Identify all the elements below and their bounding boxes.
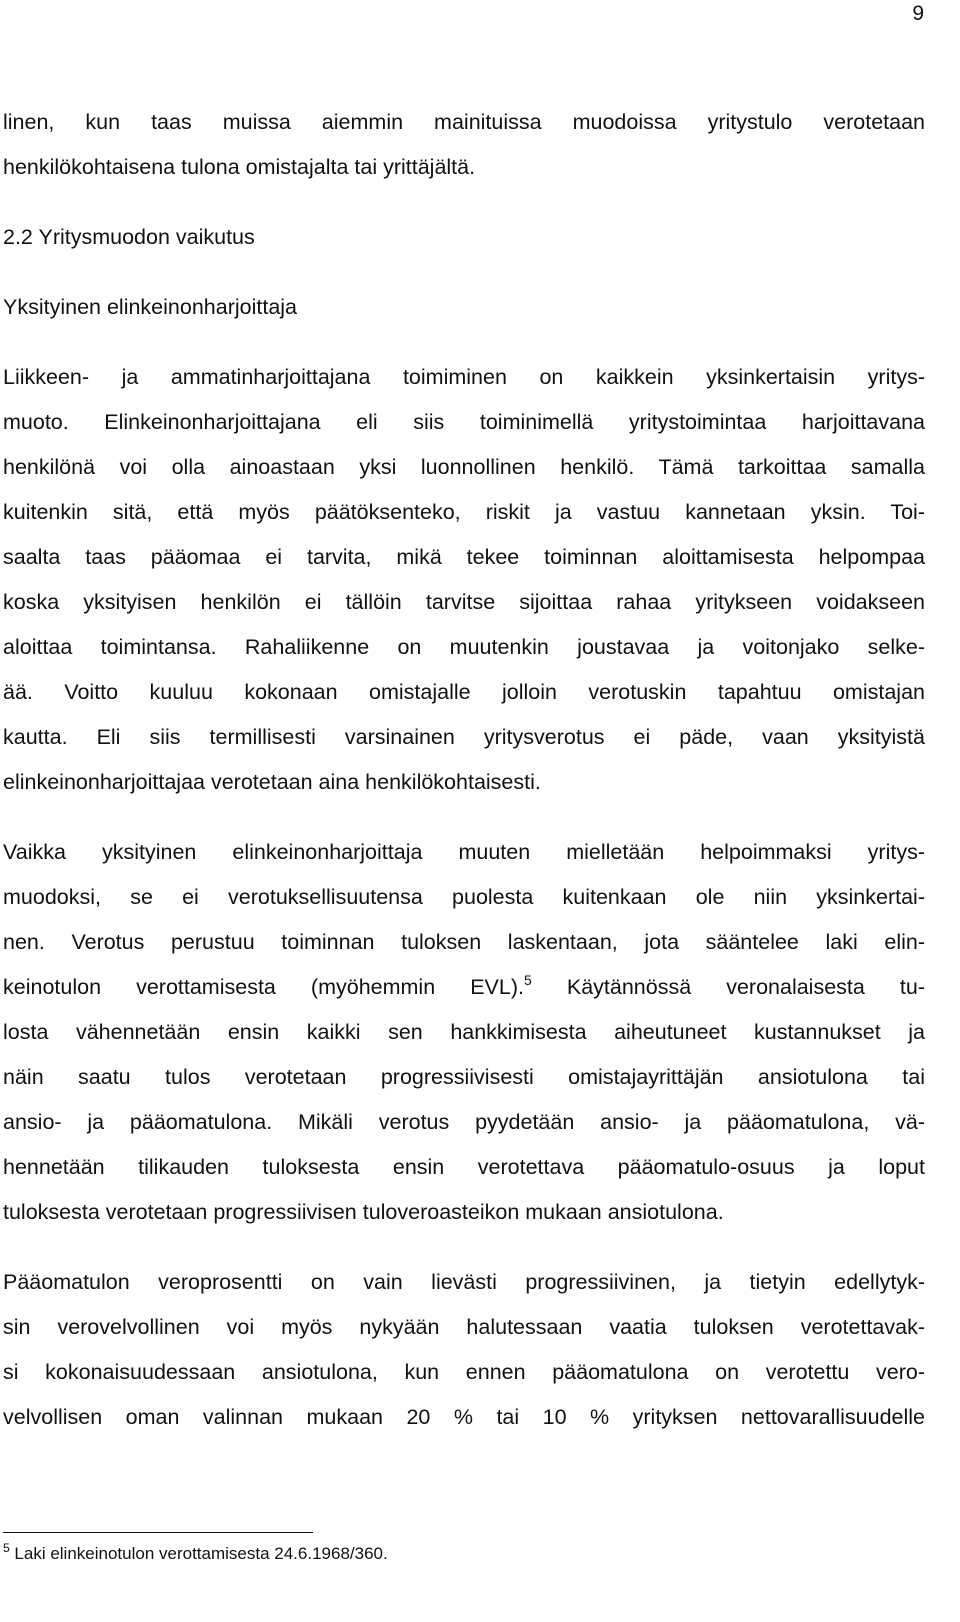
section-heading: 2.2 Yritysmuodon vaikutus <box>3 225 255 249</box>
text-line: nen. Verotus perustuu toiminnan tuloksen laskentaan, jota sääntelee laki elin- <box>3 930 925 954</box>
text-line: sin verovelvollinen voi myös nykyään halutessaan vaatia tuloksen verotettavak- <box>3 1315 925 1339</box>
text-line: aloittaa toimintansa. Rahaliikenne on muutenkin joustavaa ja voitonjako selke- <box>3 635 925 659</box>
text-line: linen, kun taas muissa aiemmin mainituissa muodoissa yritystulo verotetaan <box>3 110 925 134</box>
text-line: Pääomatulon veroprosentti on vain lievästi progressiivinen, ja tietyin edellytyk- <box>3 1270 925 1294</box>
text-line: tuloksesta verotetaan progressiivisen tuloveroasteikon mukaan ansiotulona. <box>3 1200 724 1224</box>
text-line: ää. Voitto kuuluu kokonaan omistajalle jolloin verotuskin tapahtuu omistajan <box>3 680 925 704</box>
text-line: kautta. Eli siis termillisesti varsinainen yritysverotus ei päde, vaan yksityistä <box>3 725 925 749</box>
intro-paragraph <box>3 100 925 190</box>
text-segment: Käytännössä veronalaisesta tu- <box>531 975 925 999</box>
page-number: 9 <box>912 2 924 25</box>
text-line: hennetään tilikauden tuloksesta ensin verotettava pääomatulo-osuus ja loput <box>3 1155 925 1179</box>
text-line: koska yksityisen henkilön ei tällöin tarvitse sijoittaa rahaa yritykseen voidakseen <box>3 590 925 614</box>
text-line: elinkeinonharjoittajaa verotetaan aina henkilökohtaisesti. <box>3 770 541 794</box>
text-line: muoto. Elinkeinonharjoittajana eli siis toiminimellä yritystoimintaa harjoittavana <box>3 410 925 434</box>
text-line-with-footnote-ref <box>3 965 925 1010</box>
text-line: ansio- ja pääomatulona. Mikäli verotus pyydetään ansio- ja pääomatulona, vä- <box>3 1110 925 1134</box>
text-line: henkilönä voi olla ainoastaan yksi luonnollinen henkilö. Tämä tarkoittaa samalla <box>3 455 925 479</box>
text-line: näin saatu tulos verotetaan progressiivisesti omistajayrittäjän ansiotulona tai <box>3 1065 925 1089</box>
footnote-separator <box>3 1532 313 1533</box>
footnote-reference[interactable]: 5 <box>524 972 532 988</box>
footnote-text: Laki elinkeinotulon verottamisesta 24.6.1968/360. <box>9 1544 388 1563</box>
footnote <box>3 1542 388 1566</box>
text-line: si kokonaisuudessaan ansiotulona, kun ennen pääomatulona on verotettu vero- <box>3 1360 925 1384</box>
text-line: kuitenkin sitä, että myös päätöksenteko, riskit ja vastuu kannetaan yksin. Toi- <box>3 500 925 524</box>
text-line: muodoksi, se ei verotuksellisuutensa puolesta kuitenkaan ole niin yksinkertai- <box>3 885 925 909</box>
paragraph-1 <box>3 355 925 805</box>
text-segment: keinotulon verottamisesta (myöhemmin EVL). <box>3 975 524 999</box>
text-line: losta vähennetään ensin kaikki sen hankkimisesta aiheutuneet kustannukset ja <box>3 1020 925 1044</box>
text-line: Liikkeen- ja ammatinharjoittajana toimiminen on kaikkein yksinkertaisin yritys- <box>3 365 925 389</box>
subsection-heading: Yksityinen elinkeinonharjoittaja <box>3 295 298 319</box>
text-line: henkilökohtaisena tulona omistajalta tai yrittäjältä. <box>3 155 476 179</box>
footnote-marker: 5 <box>3 1541 10 1555</box>
document-body <box>3 100 925 1440</box>
text-line: velvollisen oman valinnan mukaan 20 % tai 10 % yrityksen nettovarallisuudelle <box>3 1405 925 1429</box>
paragraph-3 <box>3 1260 925 1440</box>
text-line: Vaikka yksityinen elinkeinonharjoittaja muuten mielletään helpoimmaksi yritys- <box>3 840 925 864</box>
paragraph-2 <box>3 830 925 1235</box>
text-line: saalta taas pääomaa ei tarvita, mikä tekee toiminnan aloittamisesta helpompaa <box>3 545 925 569</box>
